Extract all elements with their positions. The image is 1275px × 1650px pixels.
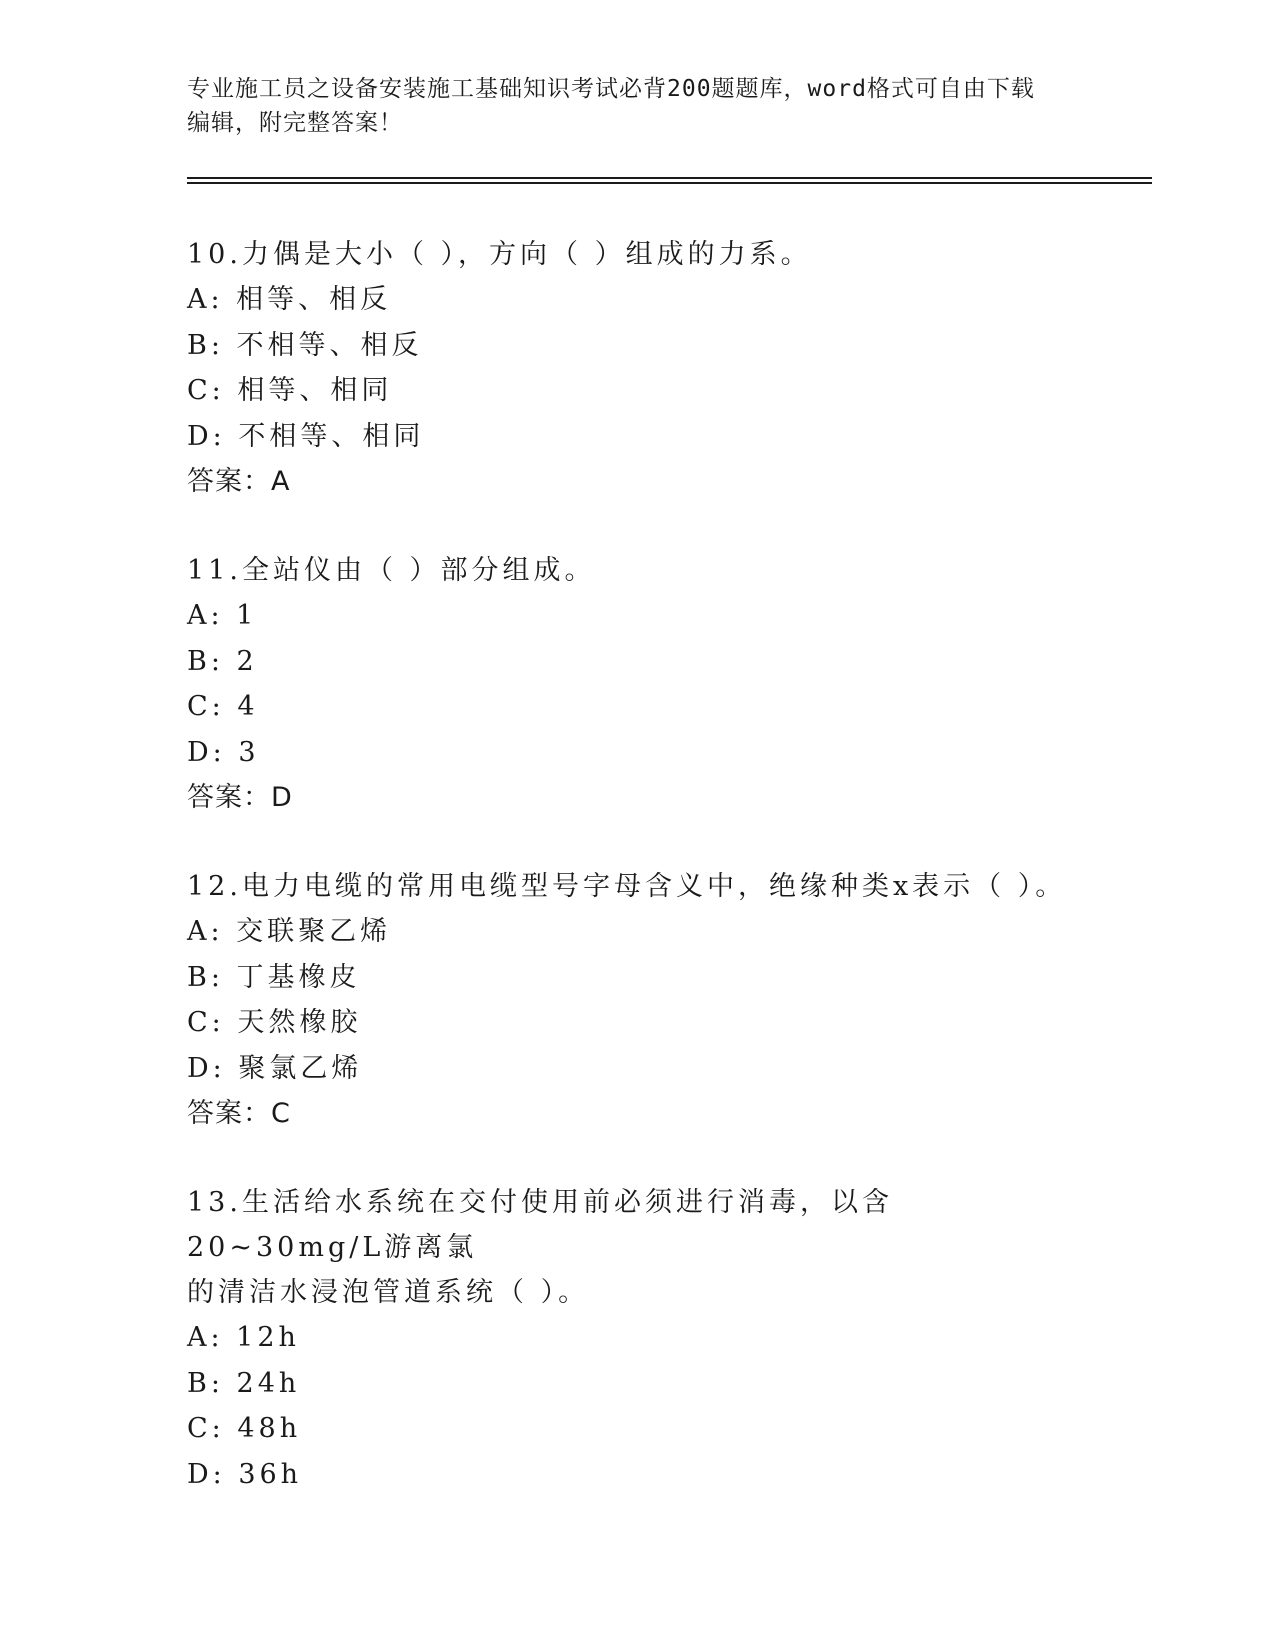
document-header bbox=[187, 72, 1067, 140]
option-c: C: 4 bbox=[187, 691, 259, 722]
question-stem: 12.电力电缆的常用电缆型号字母含义中，绝缘种类x表示（ ）。 bbox=[187, 871, 1067, 902]
option-b: B: 2 bbox=[187, 645, 258, 677]
question-stem: 10.力偶是大小（ ），方向（ ）组成的力系。 bbox=[187, 239, 812, 270]
question-10 bbox=[187, 232, 1087, 504]
header-divider-bottom bbox=[187, 182, 1152, 184]
header-divider-top bbox=[187, 177, 1152, 179]
answer-line: 答案：C bbox=[187, 1098, 291, 1129]
question-stem-line-2: 的清洁水浸泡管道系统（ ）。 bbox=[187, 1277, 590, 1308]
option-a: A: 相等、相反 bbox=[187, 284, 392, 315]
option-a: A: 1 bbox=[187, 600, 258, 631]
option-d: D: 3 bbox=[187, 736, 260, 768]
option-d: D: 36h bbox=[187, 1458, 303, 1490]
option-c: C: 相等、相同 bbox=[187, 375, 393, 406]
question-list bbox=[187, 232, 1087, 1541]
header-title-line-1: 专业施工员之设备安装施工基础知识考试必背200题题库，word格式可自由下载 bbox=[187, 76, 1035, 102]
option-d: D: 聚氯乙烯 bbox=[187, 1052, 363, 1084]
question-13 bbox=[187, 1180, 1087, 1497]
header-title-line-2: 编辑，附完整答案！ bbox=[187, 110, 403, 136]
question-stem-line-1: 13.生活给水系统在交付使用前必须进行消毒，以含20~30mg/L游离氯 bbox=[187, 1187, 893, 1263]
option-d: D: 不相等、相同 bbox=[187, 420, 425, 452]
option-b: B: 不相等、相反 bbox=[187, 329, 423, 361]
question-stem: 11.全站仪由（ ）部分组成。 bbox=[187, 555, 596, 586]
answer-line: 答案：A bbox=[187, 466, 291, 497]
option-b: B: 24h bbox=[187, 1367, 301, 1399]
option-b: B: 丁基橡皮 bbox=[187, 961, 361, 993]
question-12 bbox=[187, 864, 1087, 1136]
option-c: C: 48h bbox=[187, 1413, 302, 1444]
option-a: A: 12h bbox=[187, 1322, 300, 1353]
answer-line: 答案：D bbox=[187, 782, 293, 813]
option-a: A: 交联聚乙烯 bbox=[187, 916, 392, 947]
question-11 bbox=[187, 548, 1087, 820]
option-c: C: 天然橡胶 bbox=[187, 1007, 362, 1038]
